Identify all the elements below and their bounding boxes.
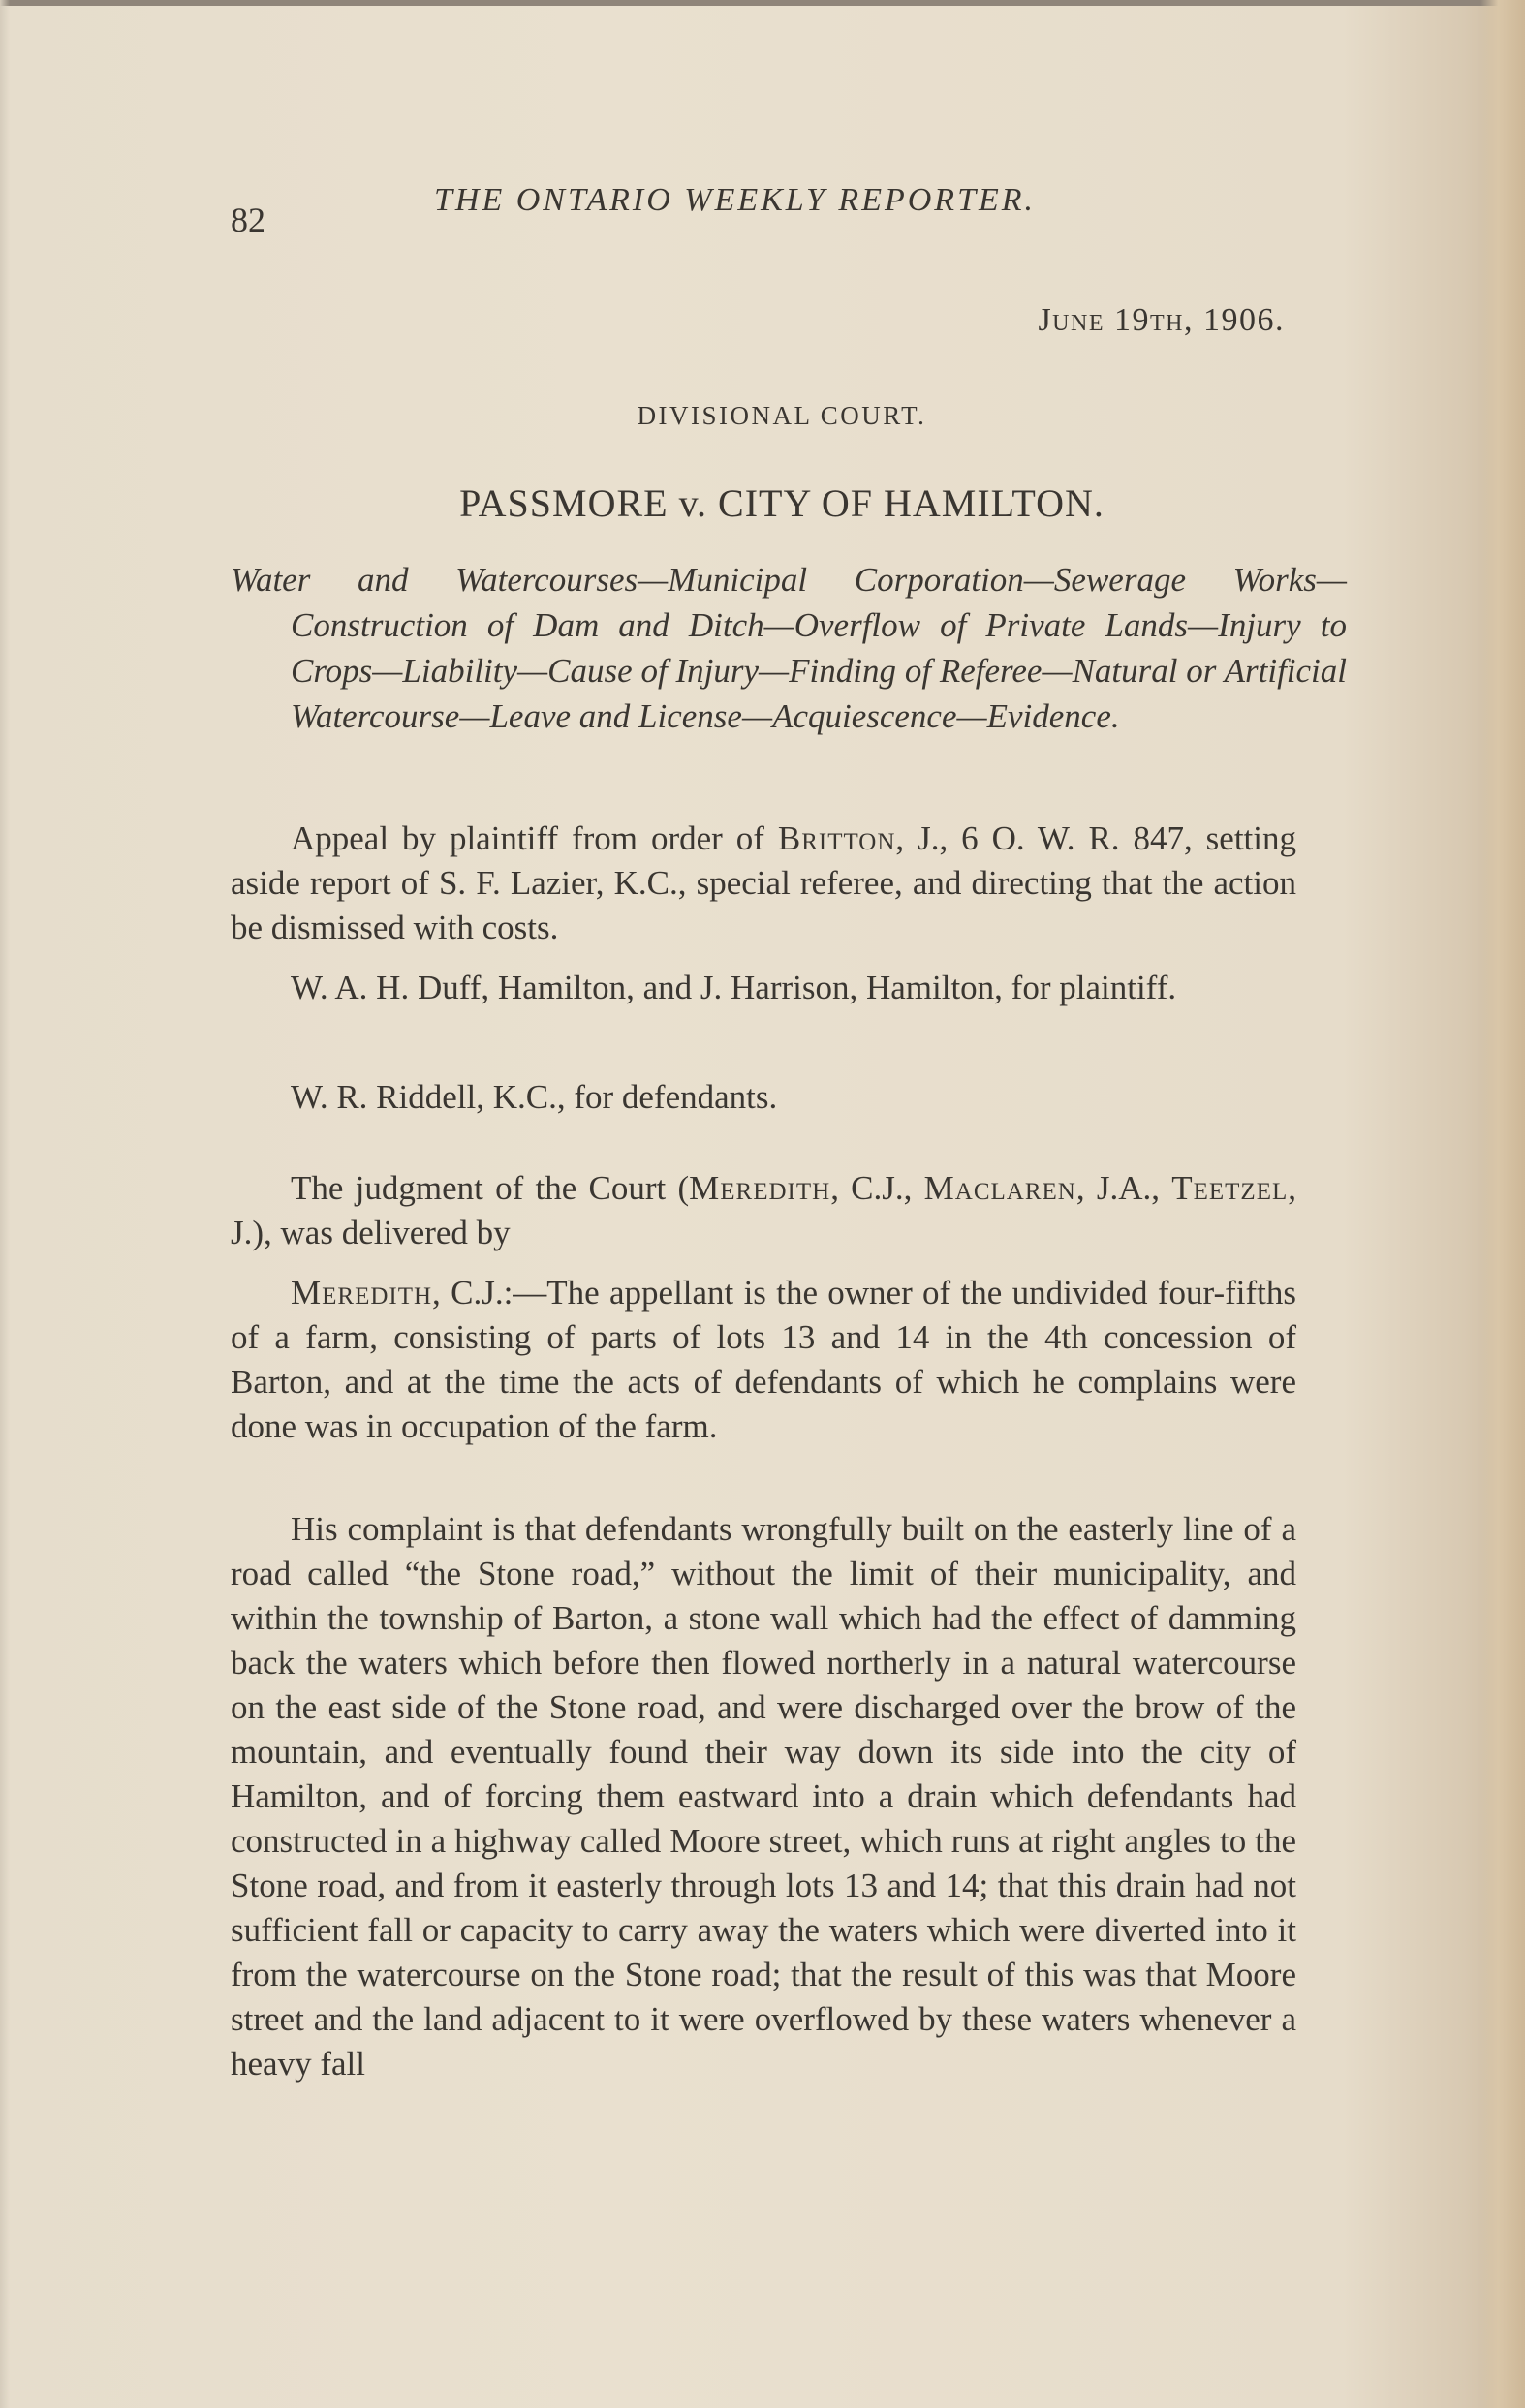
judgment-judge-name: Meredith — [291, 1274, 433, 1312]
judgment-intro-part2: , C.J., — [830, 1169, 924, 1207]
appeal-judge-name: Britton — [777, 819, 896, 857]
counsel-defendants: W. R. Riddell, K.C., for defendants. — [291, 1078, 778, 1116]
judgment-paragraph-2: His complaint is that defendants wrongfully built on the easterly line of a road called “the Stone road,” without the limit of their municipality, and within the township of Barton, a stone wall which had the effect of damming back the waters which before then flowed northerly in a natural watercourse on the east side of the Stone road, and were discharged over the brow of the mountain, and eventually found their way down its side into the city of Hamilton, and of forcing them eastward into a drain which defendants had constructed in a highway called Moore street, which runs at right angles to the Stone road, and from it easterly through lots 13 and 14; that this drain had not sufficient fall or capacity to carry away the waters which were diverted into it from the watercourse on the Stone road; that the result of this was that Moore street and the land adjacent to it were overflowed by these waters whenever a heavy fall — [231, 1510, 1296, 2083]
judgment-intro-part3: , J.A., — [1075, 1169, 1172, 1207]
case-title: PASSMORE v. CITY OF HAMILTON. — [459, 481, 1105, 525]
counsel-plaintiff: W. A. H. Duff, Hamilton, and J. Harrison, Hamilton, for plaintiff. — [291, 969, 1177, 1006]
judgment-paragraph-1-text: , C.J.:—The appellant is the owner of the undivided four-fifths of a farm, consisting of parts of lots 13 and 14 in the 4th concession of Barton, and at the time the acts of defendants of which he complains were done was in occupation of the farm. — [231, 1274, 1296, 1445]
page-top-edge — [0, 0, 1525, 6]
judgment-intro-judge3: Teetzel — [1171, 1169, 1289, 1207]
judgment-intro-judge1: Meredith — [689, 1169, 831, 1207]
appeal-text-after: , J., 6 O. W. R. 847, setting aside report of S. F. Lazier, K.C., special referee, and directing that the action be dismissed with costs. — [231, 819, 1296, 946]
page-number: 82 — [231, 201, 265, 239]
page-left-shadow — [0, 0, 10, 2408]
decision-date: June 19th, 1906. — [1038, 302, 1285, 338]
judgment-intro-part1: The judgment of the Court ( — [291, 1169, 690, 1207]
page-header — [231, 180, 1296, 238]
judgment-paragraph-1 — [231, 1271, 1296, 1449]
judgment-intro-part4: , J.), was delivered by — [231, 1169, 1296, 1251]
headnote: Water and Watercourses—Municipal Corporation—Sewerage Works—Construction of Dam and Ditch—Overflow of Private Lands—Injury to Crops—Liability—Cause of Injury—Finding of Referee—Natural or Artificial Watercourse—Leave and License—Acquiescence—Evidence. — [231, 561, 1347, 735]
appeal-paragraph — [231, 817, 1296, 950]
page-gutter-edge — [1480, 0, 1525, 2408]
appeal-text-before: Appeal by plaintiff from order of — [291, 819, 778, 857]
judgment-intro — [231, 1166, 1296, 1255]
judgment-intro-judge2: Maclaren — [923, 1169, 1076, 1207]
court-name: DIVISIONAL COURT. — [637, 401, 927, 430]
running-title: THE ONTARIO WEEKLY REPORTER. — [434, 182, 1037, 218]
